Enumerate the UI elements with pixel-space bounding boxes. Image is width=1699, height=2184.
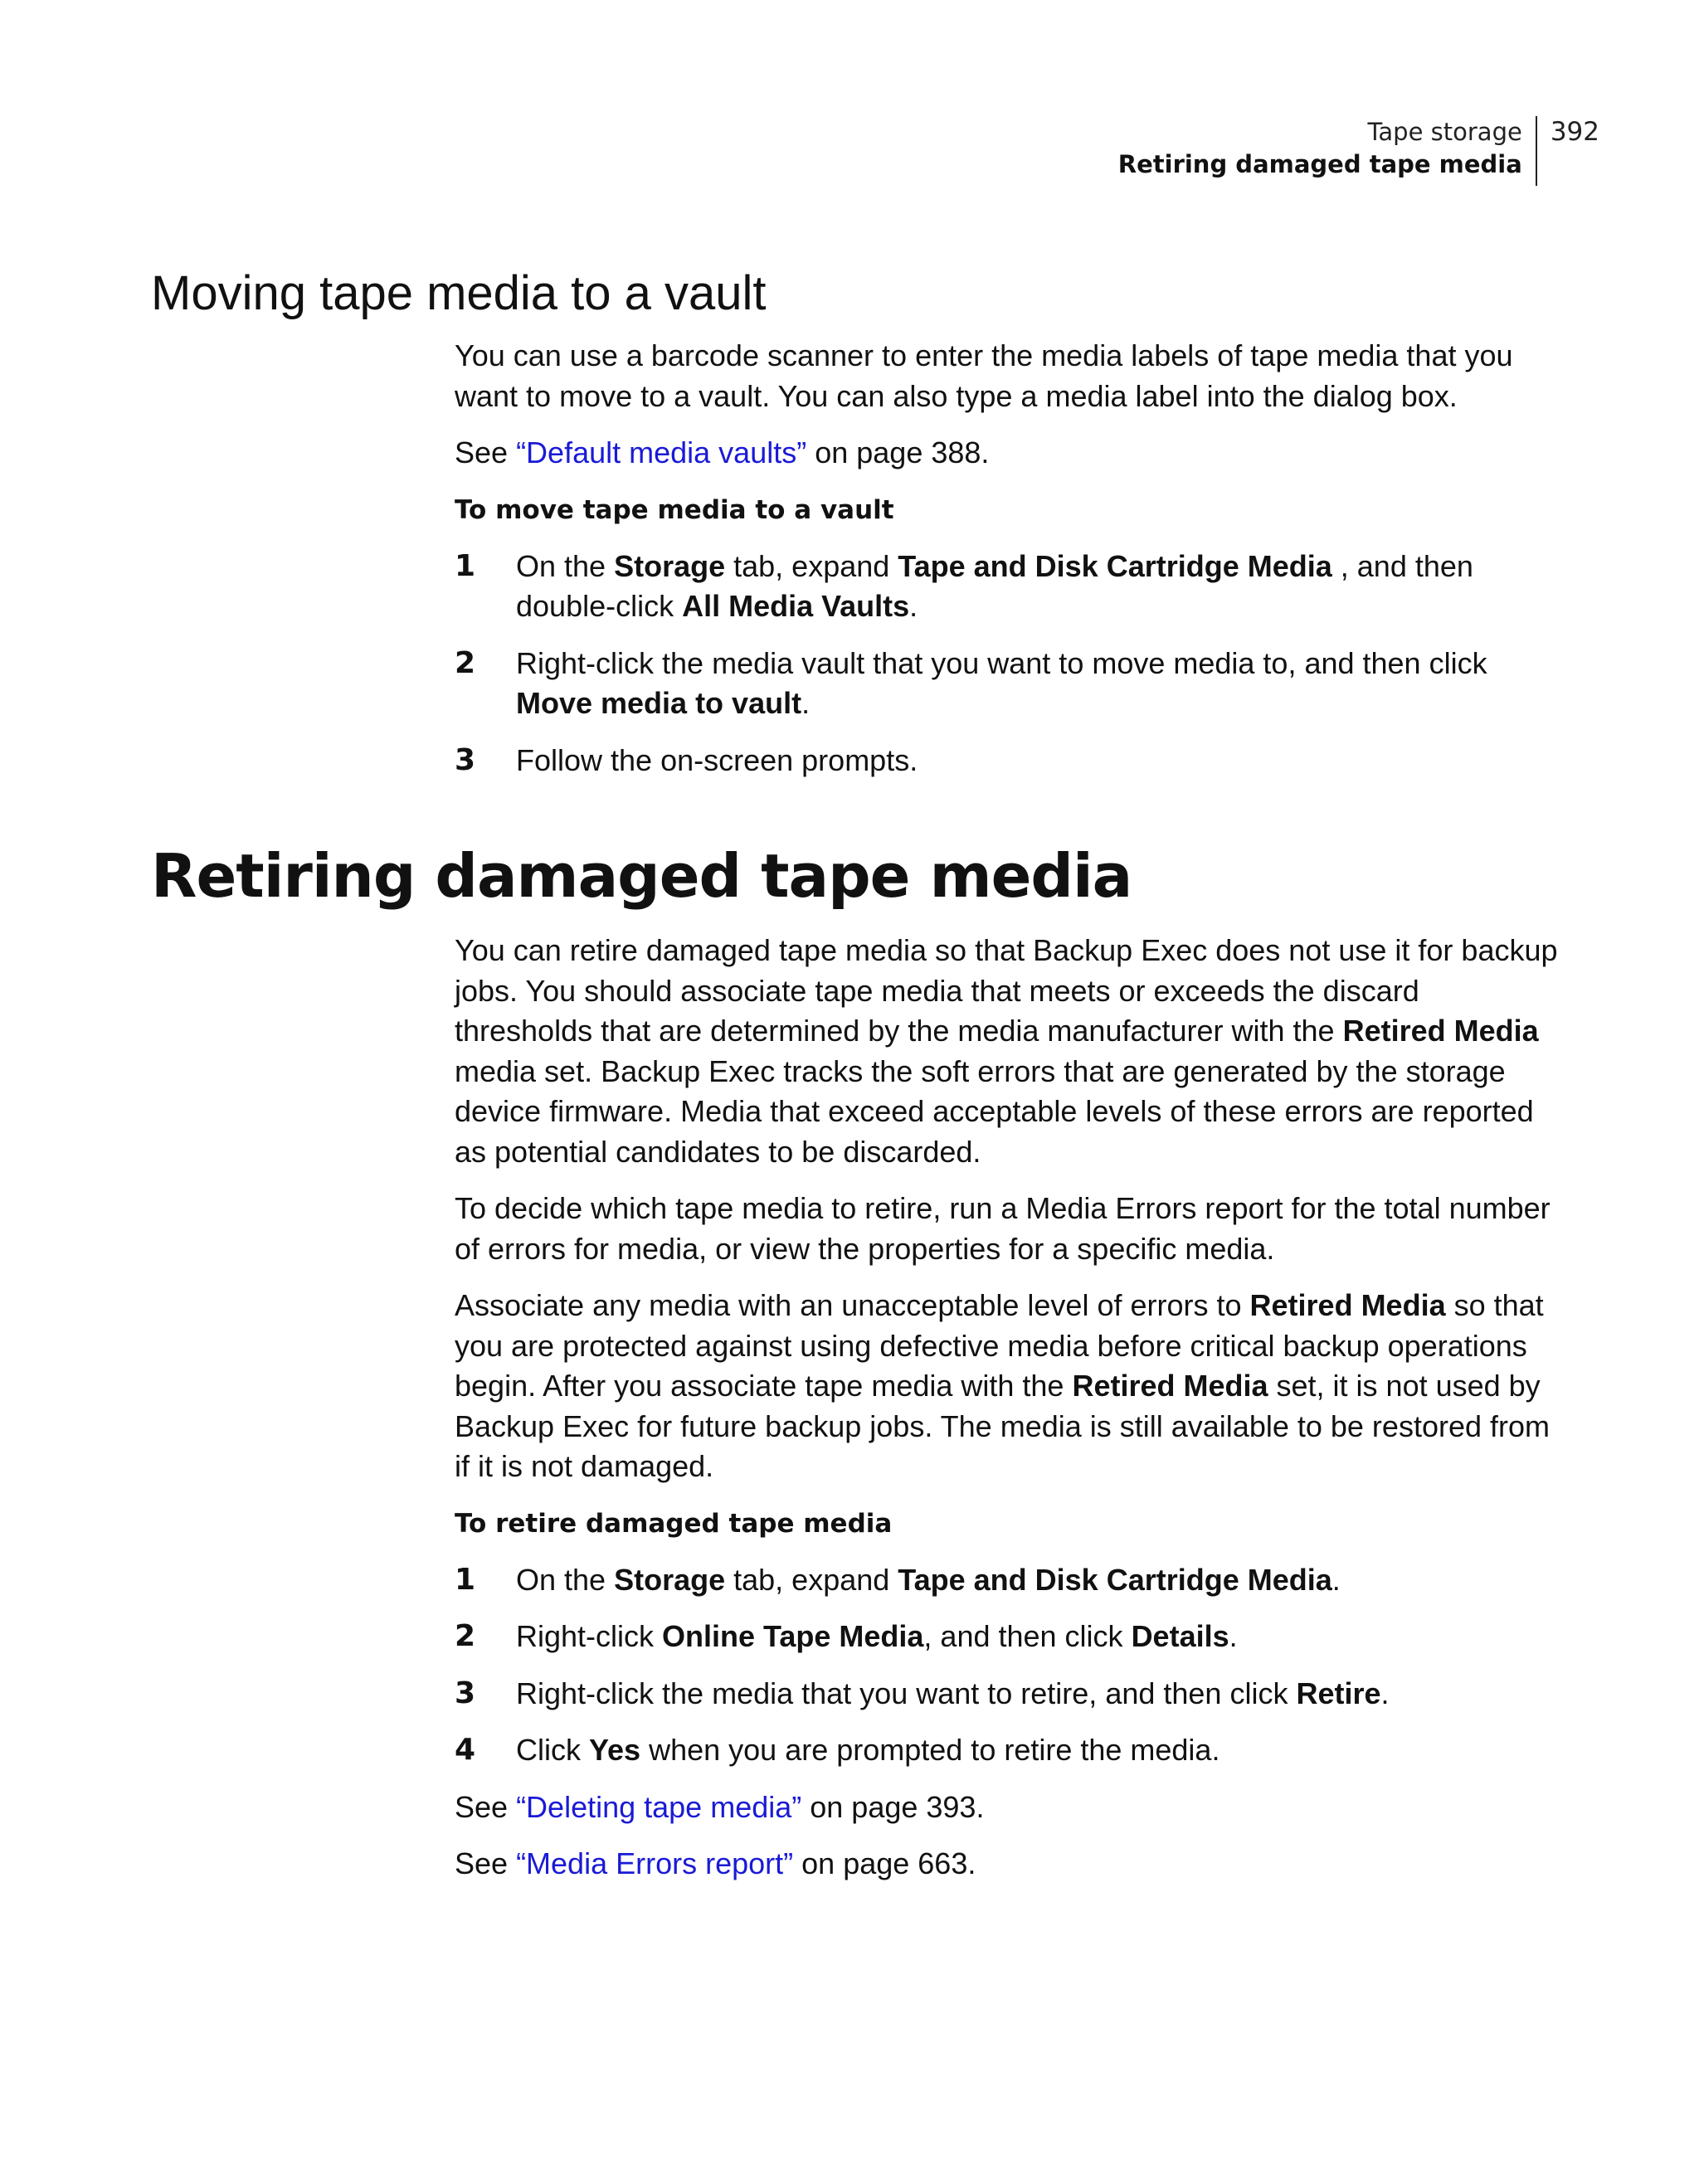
body-bold: Retired Media bbox=[1072, 1369, 1268, 1403]
step-text: . bbox=[1229, 1619, 1238, 1653]
retire-section-body bbox=[455, 931, 1558, 1901]
step-text: when you are prompted to retire the media. bbox=[640, 1733, 1220, 1767]
body-bold: Retired Media bbox=[1249, 1288, 1446, 1322]
see-suffix: on page 388. bbox=[806, 435, 990, 469]
step-text: , and then double-click bbox=[516, 548, 1473, 623]
step-number: 1 bbox=[455, 1562, 476, 1597]
retire-procedure-title: To retire damaged tape media bbox=[455, 1508, 893, 1539]
retire-paragraph-3 bbox=[455, 1286, 1558, 1487]
body-text: media set. Backup Exec tracks the soft errors that are generated by the storage device firmware. Media that exceed acceptable levels of these errors are reported as potential candidates to be discarded. bbox=[455, 1053, 1534, 1169]
retire-steps-list bbox=[455, 1560, 1558, 1771]
step-number: 3 bbox=[455, 742, 476, 777]
retire-paragraph-2: To decide which tape media to retire, run a Media Errors report for the total number of errors for media, or view the properties for a specific media. bbox=[455, 1191, 1551, 1266]
step-bold: Move media to vault bbox=[516, 686, 802, 720]
step-text: On the bbox=[516, 548, 615, 583]
step-text: . bbox=[909, 589, 918, 623]
step-bold: Yes bbox=[589, 1733, 641, 1767]
step-number: 2 bbox=[455, 1619, 476, 1653]
step-text: . bbox=[1380, 1676, 1390, 1710]
list-item bbox=[455, 1674, 1558, 1715]
retire-see-also-1 bbox=[455, 1788, 1558, 1828]
step-text: On the bbox=[516, 1562, 615, 1597]
body-text: set, it is not used by Backup Exec for future backup jobs. The media is still available to be restored from if it is not damaged. bbox=[455, 1369, 1550, 1483]
step-bold: Tape and Disk Cartridge Media bbox=[898, 548, 1332, 583]
step-number: 4 bbox=[455, 1733, 476, 1767]
see-prefix: See bbox=[455, 435, 517, 469]
see-suffix: on page 663. bbox=[793, 1846, 976, 1880]
body-text: Associate any media with an unacceptable level of errors to bbox=[455, 1288, 1250, 1322]
list-item bbox=[455, 1730, 1558, 1771]
deleting-tape-media-link[interactable]: “Deleting tape media” bbox=[516, 1789, 802, 1824]
step-text: tab, expand bbox=[725, 1562, 898, 1597]
body-bold: Retired Media bbox=[1342, 1014, 1539, 1048]
retire-see-also-2 bbox=[455, 1844, 1558, 1885]
page-number: 392 bbox=[1550, 117, 1599, 147]
step-number: 3 bbox=[455, 1676, 476, 1710]
step-bold: Storage bbox=[614, 1562, 726, 1597]
step-bold: Tape and Disk Cartridge Media bbox=[898, 1562, 1332, 1597]
default-media-vaults-link[interactable]: “Default media vaults” bbox=[516, 435, 807, 469]
see-suffix: on page 393. bbox=[801, 1789, 985, 1824]
step-text: Right-click the media that you want to retire, and then click bbox=[516, 1676, 1297, 1710]
vault-intro-paragraph: You can use a barcode scanner to enter the media labels of tape media that you want to move to a vault. You can also type a media label into the dialog box. bbox=[455, 338, 1513, 413]
step-text: Follow the on-screen prompts. bbox=[516, 742, 918, 777]
retire-section-heading: Retiring damaged tape media bbox=[151, 841, 1132, 911]
step-text: . bbox=[801, 686, 811, 720]
step-bold: Online Tape Media bbox=[662, 1619, 924, 1653]
list-item bbox=[455, 547, 1558, 627]
vault-see-also bbox=[455, 433, 1558, 474]
step-bold: Details bbox=[1131, 1619, 1229, 1653]
vault-section-heading: Moving tape media to a vault bbox=[151, 266, 767, 320]
section-title: Retiring damaged tape media bbox=[1117, 150, 1522, 178]
step-text: Right-click bbox=[516, 1619, 663, 1653]
see-prefix: See bbox=[455, 1846, 517, 1880]
body-text: You can retire damaged tape media so that Backup Exec does not use it for backup jobs. You should associate tape media that meets or exceeds the discard thresholds that are determined by the media manufacturer with the bbox=[455, 933, 1558, 1048]
step-number: 1 bbox=[455, 548, 476, 583]
step-text: Click bbox=[516, 1733, 589, 1767]
running-header-titles bbox=[1118, 116, 1537, 186]
retire-paragraph-1 bbox=[455, 931, 1558, 1172]
list-item bbox=[455, 1617, 1558, 1657]
step-bold: Storage bbox=[614, 548, 726, 583]
vault-section-body bbox=[455, 336, 1558, 797]
vault-steps-list bbox=[455, 547, 1558, 781]
list-item bbox=[455, 644, 1558, 724]
step-text: Right-click the media vault that you want to move media to, and then click bbox=[516, 645, 1487, 680]
vault-procedure-title: To move tape media to a vault bbox=[455, 494, 894, 525]
step-text: tab, expand bbox=[725, 548, 898, 583]
step-bold: All Media Vaults bbox=[682, 589, 910, 623]
body-text: so that you are protected against using defective media before critical backup operations begin. After you associate tape media with the bbox=[455, 1288, 1544, 1403]
chapter-title: Tape storage bbox=[1367, 118, 1522, 146]
step-text: . bbox=[1331, 1562, 1341, 1597]
list-item bbox=[455, 741, 1558, 781]
media-errors-report-link[interactable]: “Media Errors report” bbox=[516, 1846, 794, 1880]
step-text: , and then click bbox=[923, 1619, 1132, 1653]
step-number: 2 bbox=[455, 645, 476, 680]
list-item bbox=[455, 1560, 1558, 1601]
see-prefix: See bbox=[455, 1789, 517, 1824]
running-header bbox=[1118, 116, 1599, 186]
step-bold: Retire bbox=[1296, 1676, 1381, 1710]
